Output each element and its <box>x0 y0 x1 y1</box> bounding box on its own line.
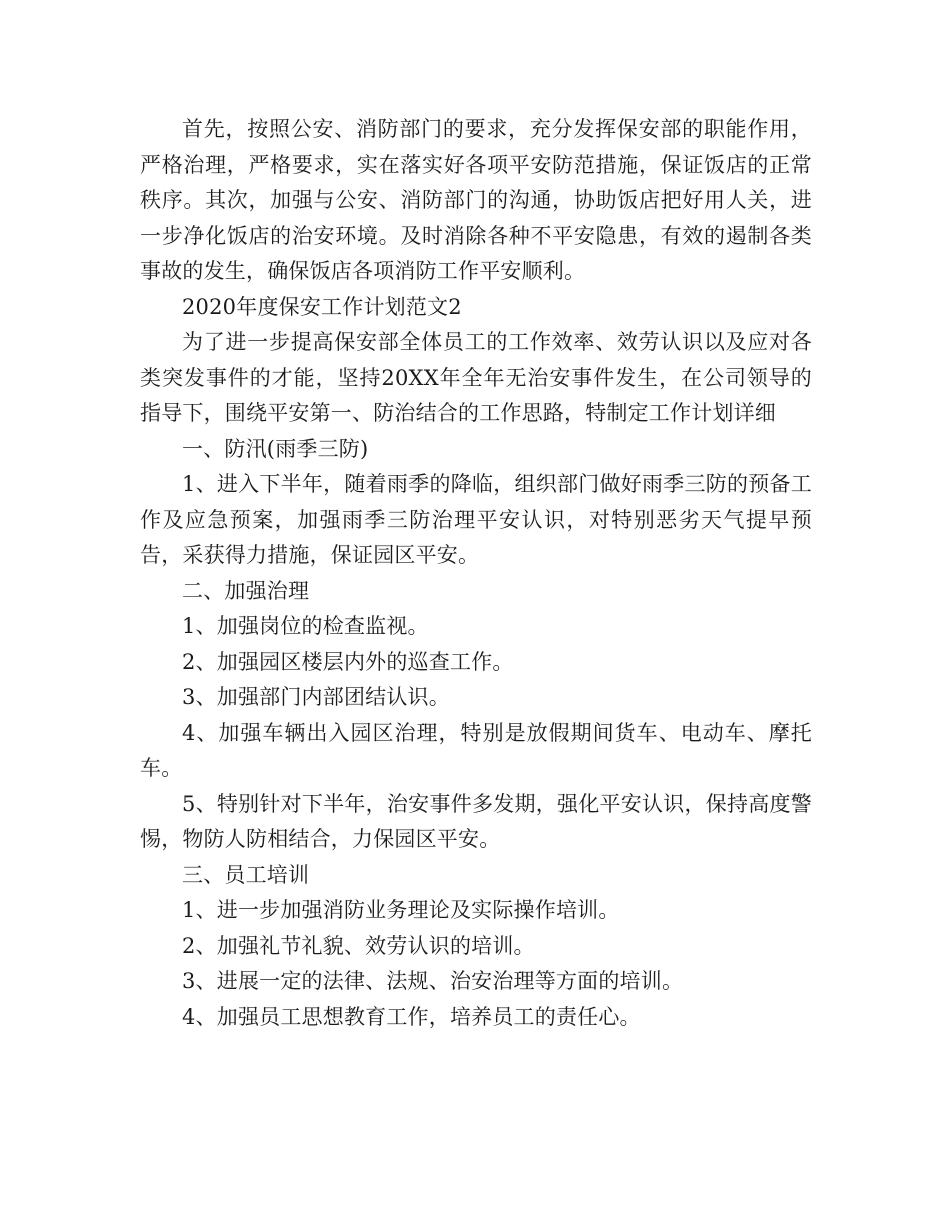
list-item-management-3: 3、加强部门内部团结认识。 <box>182 685 450 709</box>
list-item-training-2: 2、加强礼节礼貌、效劳认识的培训。 <box>182 933 535 958</box>
list-item-training-3: 3、进展一定的法律、法规、治安治理等方面的培训。 <box>182 969 684 993</box>
heading-flood-prevention: 一、防汛(雨季三防) <box>182 436 369 461</box>
heading-staff-training: 三、员工培训 <box>182 862 310 887</box>
list-item-management-2: 2、加强园区楼层内外的巡查工作。 <box>182 649 514 674</box>
list-item-management-4: 4、加强车辆出入园区治理，特别是放假期间货车、电动车、摩托车。 <box>140 720 812 780</box>
list-item-management-1: 1、加强岗位的检查监视。 <box>182 614 429 638</box>
document-body <box>140 112 812 1035</box>
list-item-training-1: 1、进一步加强消防业务理论及实际操作培训。 <box>182 898 620 922</box>
list-item-training-4: 4、加强员工思想教育工作，培养员工的责任心。 <box>182 1004 641 1029</box>
heading-strengthen-management: 二、加强治理 <box>182 578 310 603</box>
list-item-flood-1: 1、进入下半年，随着雨季的降临，组织部门做好雨季三防的预备工作及应急预案，加强雨季三防治理平安认识，对特别恶劣天气提早预告，采获得力措施，保证园区平安。 <box>140 472 812 567</box>
section-title-plan-2: 2020年度保安工作计划范文2 <box>182 294 462 319</box>
paragraph-purpose: 为了进一步提高保安部全体员工的工作效率、效劳认识以及应对各类突发事件的才能，坚持20XX年全年无治安事件发生，在公司领导的指导下，围绕平安第一、防治结合的工作思路，特制定工作计划详细 <box>140 330 812 425</box>
list-item-management-5: 5、特别针对下半年，治安事件多发期，强化平安认识，保持高度警惕，物防人防相结合，力保园区平安。 <box>140 791 812 851</box>
paragraph-intro: 首先，按照公安、消防部门的要求，充分发挥保安部的职能作用，严格治理，严格要求，实在落实好各项平安防范措施，保证饭店的正常秩序。其次，加强与公安、消防部门的沟通，协助饭店把好用人关，进一步净化饭店的治安环境。及时消除各种不平安隐患，有效的遏制各类事故的发生，确保饭店各项消防工作平安顺利。 <box>140 117 812 283</box>
